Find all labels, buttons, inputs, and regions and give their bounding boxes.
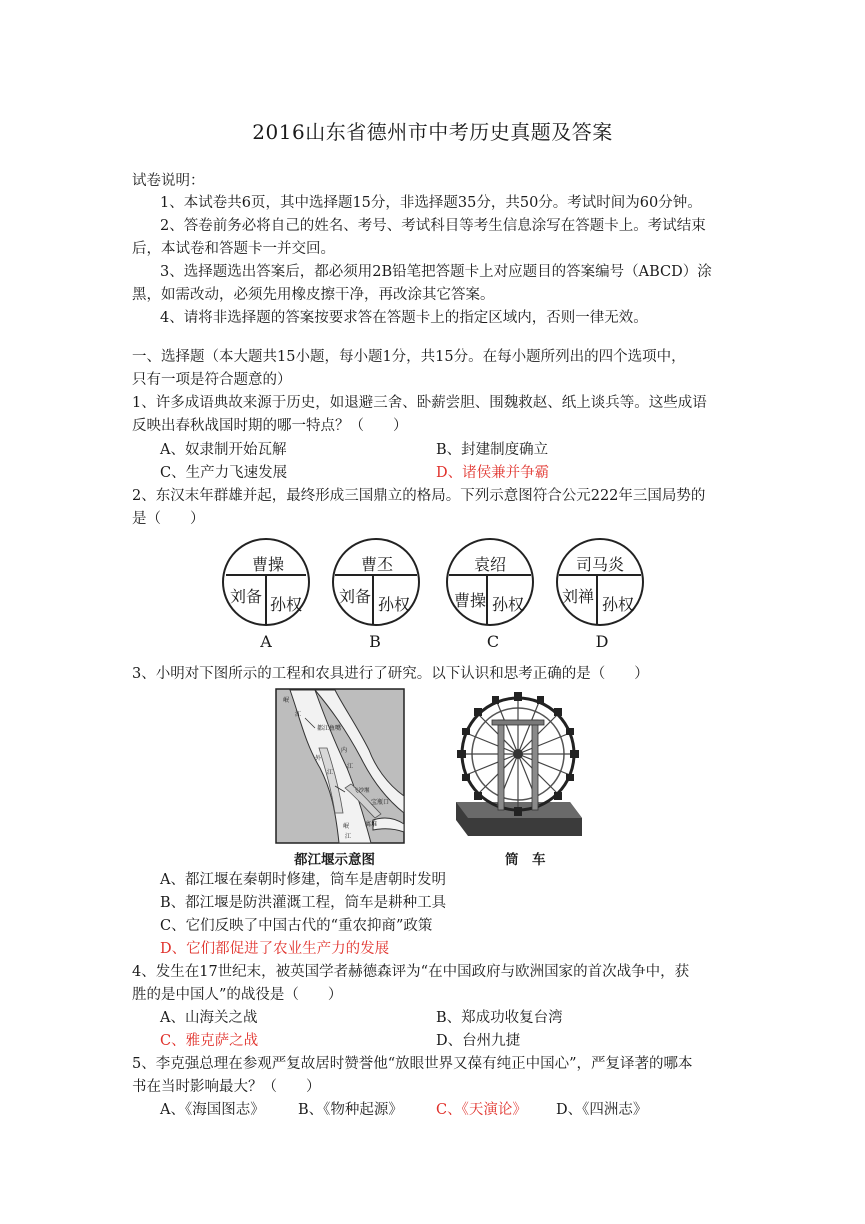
map-label-9: 飞沙堰 bbox=[353, 788, 370, 794]
q4-option-a: A、山海关之战 bbox=[160, 1010, 258, 1026]
q4-option-b: B、郑成功收复台湾 bbox=[436, 1010, 563, 1026]
map-label-8: 宝瓶口 bbox=[371, 799, 390, 806]
instruction-line-5: 黑，如需改动，必须先用橡皮擦干净，再改涂其它答案。 bbox=[132, 287, 495, 303]
circle-d-left-label: 刘禅 bbox=[561, 587, 594, 606]
map-caption: 都江堰示意图 bbox=[294, 852, 375, 868]
circle-b-letter: B bbox=[369, 632, 381, 651]
circle-a-letter: A bbox=[260, 632, 272, 651]
instruction-line-6: 4、请将非选择题的答案按要求答在答题卡上的指定区域内，否则一律无效。 bbox=[160, 310, 648, 326]
q3-option-a: A、都江堰在秦朝时修建，筒车是唐朝时发明 bbox=[160, 872, 446, 888]
q5-option-b: B、《物种起源》 bbox=[298, 1102, 403, 1118]
circle-b-left-label: 刘备 bbox=[338, 587, 371, 606]
map-label-2: 江 bbox=[295, 711, 302, 718]
q4-stem-line-2: 胜的是中国人”的战役是（ ） bbox=[132, 987, 343, 1003]
map-label-7: 江 bbox=[327, 769, 334, 776]
circle-b-top-label: 曹丕 bbox=[360, 555, 393, 574]
q4-stem-line-1: 4、发生在17世纪末，被英国学者赫德森评为“在中国政府与欧洲国家的首次战争中，获 bbox=[132, 964, 690, 980]
circle-a-top-label: 曹操 bbox=[251, 555, 284, 574]
circle-d-right-label: 孙权 bbox=[601, 595, 634, 614]
circle-c-top-label: 袁绍 bbox=[473, 555, 506, 574]
dujiangyan-map bbox=[275, 688, 405, 844]
instruction-line-2: 2、答卷前务必将自己的姓名、考号、考试科目等考生信息涂写在答题卡上。考试结束 bbox=[160, 218, 706, 234]
water-wheel-caption: 筒 车 bbox=[505, 852, 546, 868]
circle-c-left-label: 曹操 bbox=[453, 591, 486, 610]
q1-stem-line-2: 反映出春秋战国时期的哪一特点？（ ） bbox=[132, 418, 408, 434]
q4-option-c-answer: C、雅克萨之战 bbox=[160, 1033, 259, 1049]
map-label-1: 岷 bbox=[283, 697, 290, 704]
map-label-6: 江 bbox=[347, 763, 354, 770]
q3-option-b: B、都江堰是防洪灌溉工程，筒车是耕种工具 bbox=[160, 895, 447, 911]
map-label-5: 内 bbox=[341, 747, 348, 754]
q5-option-c-answer: C、《天演论》 bbox=[436, 1102, 527, 1118]
instruction-line-1: 1、本试卷共6页，其中选择题15分，非选择题35分，共50分。考试时间为60分钟。 bbox=[160, 195, 702, 211]
page-title: 2016山东省德州市中考历史真题及答案 bbox=[252, 120, 613, 144]
circle-c-letter: C bbox=[486, 632, 500, 651]
map-label-12: 江 bbox=[345, 833, 352, 840]
q3-stem: 3、小明对下图所示的工程和农具进行了研究。以下认识和思考正确的是（ ） bbox=[132, 666, 649, 682]
q1-option-d-answer: D、诸侯兼并争霸 bbox=[436, 465, 550, 481]
map-label-3: 都江鱼嘴 bbox=[317, 725, 342, 732]
q5-option-d: D、《四洲志》 bbox=[556, 1102, 648, 1118]
q1-option-a: A、奴隶制开始瓦解 bbox=[160, 442, 287, 458]
q5-option-a: A、《海国图志》 bbox=[160, 1102, 265, 1118]
q3-option-c: C、它们反映了中国古代的“重农抑商”政策 bbox=[160, 918, 433, 934]
circle-a-left-label: 刘备 bbox=[229, 587, 262, 606]
q1-option-c: C、生产力飞速发展 bbox=[160, 465, 288, 481]
instructions-heading: 试卷说明： bbox=[132, 173, 205, 189]
q5-stem-line-2: 书在当时影响最大？（ ） bbox=[132, 1079, 321, 1095]
section-heading-line-1: 一、选择题（本大题共15小题，每小题1分，共15分。在每小题所列出的四个选项中， bbox=[132, 349, 686, 365]
map-label-11: 岷 bbox=[343, 823, 350, 830]
circle-a-right-label: 孙权 bbox=[269, 595, 302, 614]
circle-c-right-label: 孙权 bbox=[491, 595, 524, 614]
map-label-4: 外 bbox=[315, 755, 322, 762]
water-wheel-illustration bbox=[452, 690, 586, 840]
q5-stem-line-1: 5、李克强总理在参观严复故居时赞誉他“放眼世界又葆有纯正中国心”，严复译著的哪本 bbox=[132, 1056, 693, 1072]
q4-option-d: D、台州九捷 bbox=[436, 1033, 521, 1049]
instruction-line-3: 后，本试卷和答题卡一并交回。 bbox=[132, 241, 335, 257]
circle-d-top-label: 司马炎 bbox=[575, 555, 624, 574]
q3-option-d-answer: D、它们都促进了农业生产力的发展 bbox=[160, 941, 390, 957]
q2-stem-line-1: 2、东汉末年群雄并起，最终形成三国鼎立的格局。下列示意图符合公元222年三国局势的 bbox=[132, 488, 706, 504]
q1-stem-line-1: 1、许多成语典故来源于历史，如退避三舍、卧薪尝胆、围魏救赵、纸上谈兵等。这些成语 bbox=[132, 395, 707, 411]
q2-stem-line-2: 是（ ） bbox=[132, 511, 205, 527]
circle-d-letter: D bbox=[595, 632, 609, 651]
circle-b-right-label: 孙权 bbox=[377, 595, 410, 614]
map-label-10: 离堆 bbox=[365, 821, 378, 828]
q1-option-b: B、封建制度确立 bbox=[436, 442, 549, 458]
instruction-line-4: 3、选择题选出答案后，都必须用2B铅笔把答题卡上对应题目的答案编号（ABCD）涂 bbox=[160, 264, 712, 280]
section-heading-line-2: 只有一项是符合题意的） bbox=[132, 372, 292, 388]
